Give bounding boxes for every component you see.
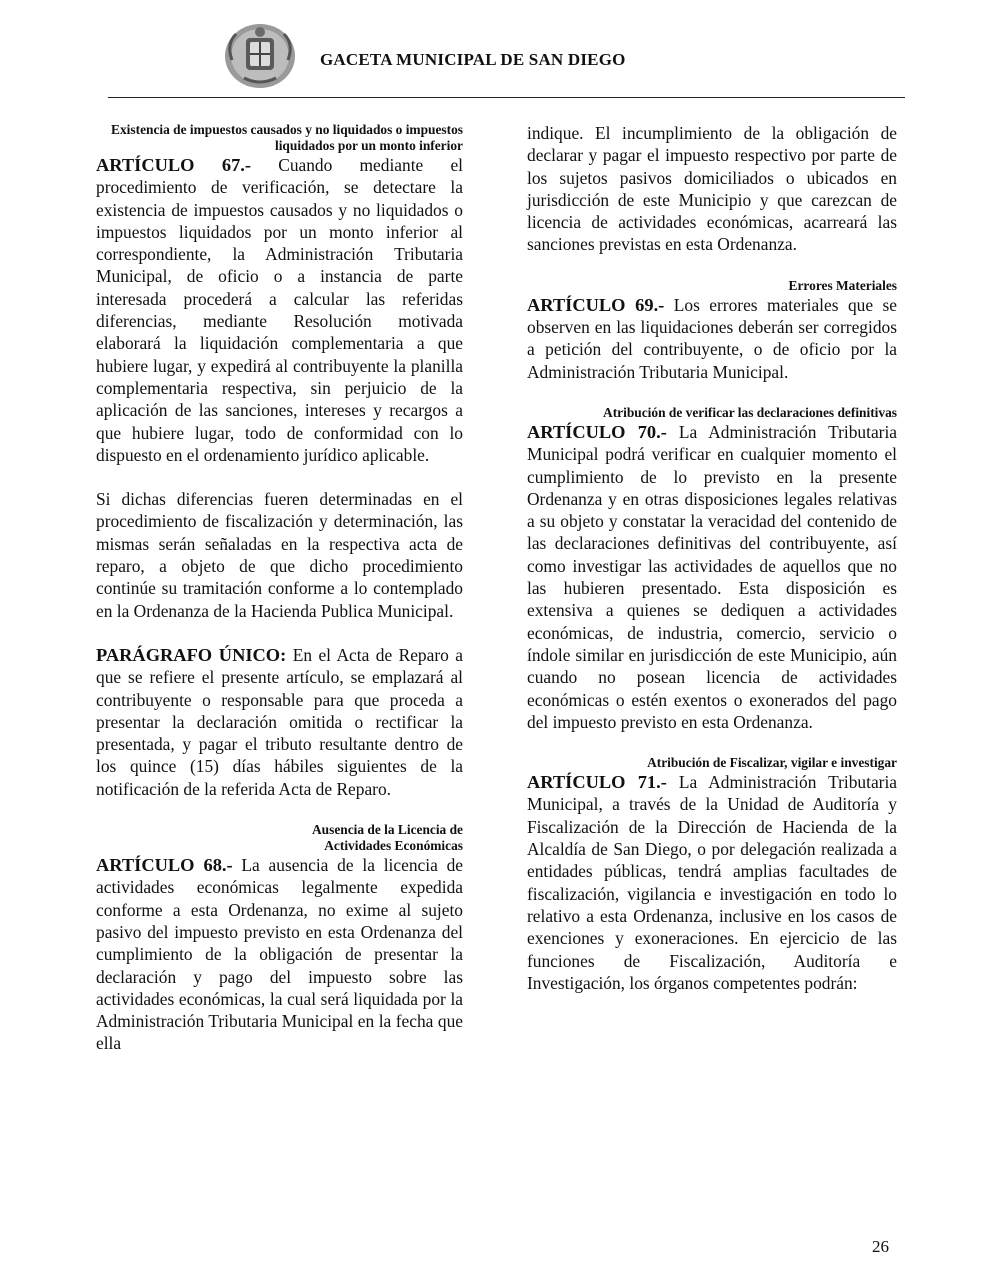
paragrafo-unico-paragraph — [96, 644, 463, 800]
gazette-title: GACETA MUNICIPAL DE SAN DIEGO — [320, 50, 626, 69]
article-70-paragraph — [527, 421, 897, 733]
article-69-paragraph — [527, 294, 897, 383]
article-69-heading: Errores Materiales — [788, 277, 897, 293]
right-column — [527, 122, 897, 994]
article-70-label: ARTÍCULO 70.- — [527, 421, 667, 442]
paragrafo-unico-text: En el Acta de Reparo a que se refiere el presente artículo, se emplazará al contribuyente o responsable para que proceda a presentar la declaración omitida o rectificar la presentada, y pagar el tributo resultante dentro de los quince (15) días hábiles siguientes de la notificación de la referida Acta de Reparo. — [96, 644, 463, 799]
article-67-heading: Existencia de impuestos causados y no liquidados o impuestos liquidados por un monto inferior — [111, 122, 463, 153]
article-68-continued: indique. El incumplimiento de la obligación de declarar y pagar el impuesto respectivo por parte de los sujetos pasivos domiciliados o ubicados en jurisdicción de este Municipio y que carezcan de licencia de actividades económicas, acarreará las sanciones previstas en esta Ordenanza. — [527, 123, 897, 255]
left-column — [96, 122, 463, 1055]
article-68-heading-line2: Actividades Económicas — [324, 838, 463, 854]
header-divider — [108, 97, 905, 98]
paragrafo-unico-label: PARÁGRAFO ÚNICO: — [96, 644, 287, 665]
article-71-heading: Atribución de Fiscalizar, vigilar e investigar — [647, 755, 897, 771]
article-71-label: ARTÍCULO 71.- — [527, 772, 667, 793]
article-68-heading — [96, 822, 463, 854]
article-70-heading: Atribución de verificar las declaraciones definitivas — [603, 404, 897, 420]
article-69-text: Los errores materiales que se observen en las liquidaciones deberán ser corregidos a petición del contribuyente, o de oficio por la Administración Tributaria Municipal. — [527, 294, 897, 382]
article-71-text: La Administración Tributaria Municipal, a través de la Unidad de Auditoría y Fiscalización de la Dirección de Hacienda de la Alcaldía de San Diego, o por delegación realizada a entidades públicas, tendrá amplias facultades de fiscalización, vigilancia e investigación en todo lo relativo a esta Ordenanza, inclusive en los casos de exenciones y exoneraciones. En ejercicio de las funciones de Fiscalización, Auditoría e Investigación, los órganos competentes podrán: — [527, 772, 898, 993]
article-67-second-paragraph: Si dichas diferencias fueren determinadas en el procedimiento de fiscalización y determinación, las mismas serán señaladas en la respectiva acta de reparo, a objeto de que dicho procedimiento continúe su tramitación conforme a lo contemplado en la Ordenanza de la Hacienda Publica Municipal. — [96, 489, 463, 621]
article-70-text: La Administración Tributaria Municipal podrá verificar en cualquier momento el cumplimiento de lo previsto en la presente Ordenanza y en otras disposiciones legales relativas a su objeto y constatar la veracidad del contenido de las declaraciones definitivas del contribuyente, así como investigar las actividades de aquellos que no las hubieren presentado. Esta disposición es extensiva a quienes se dediquen a actividades económicas, de industria, comercio, servicio o índole similar en jurisdicción de este Municipio, aún cuando no posean licencia de actividades económicas o estén exentos o exonerados del pago del impuesto previsto en esta Ordenanza. — [527, 421, 898, 732]
article-68-label: ARTÍCULO 68.- — [96, 855, 233, 876]
article-68-paragraph — [96, 854, 463, 1055]
article-68-text: La ausencia de la licencia de actividades económicas legalmente expedida conforme a esta Ordenanza, no exime al sujeto pasivo del impuesto previsto en esta Ordenanza del cumplimiento de la obligación de presentar la declaración y pago del impuesto sobre las actividades económicas, la cual será liquidada por la Administración Tributaria Municipal en la fecha que ella — [96, 855, 463, 1054]
municipal-coat-of-arms-icon — [222, 20, 298, 90]
article-67-text: Cuando mediante el procedimiento de verificación, se detectare la existencia de impuestos causados y no liquidados o impuestos liquidados por un monto inferior al correspondiente, la Administración Tributaria Municipal, de oficio o a instancia de parte interesada procederá a calcular las referidas diferencias, mediante Resolución motivada elaborará la liquidación complementaria a que hubiere lugar, y expedirá al contribuyente la planilla complementaria respectiva, sin perjuicio de la aplicación de las sanciones, intereses y recargos a que hubiere lugar, todo de conformidad con lo dispuesto en el ordenamiento jurídico aplicable. — [96, 155, 463, 465]
article-67-paragraph — [96, 154, 463, 466]
article-71-paragraph — [527, 771, 897, 994]
article-67-label: ARTÍCULO 67.- — [96, 155, 252, 175]
article-68-heading-line1: Ausencia de la Licencia de — [311, 822, 463, 838]
page-number: 26 — [872, 1237, 889, 1256]
article-69-label: ARTÍCULO 69.- — [527, 294, 665, 315]
